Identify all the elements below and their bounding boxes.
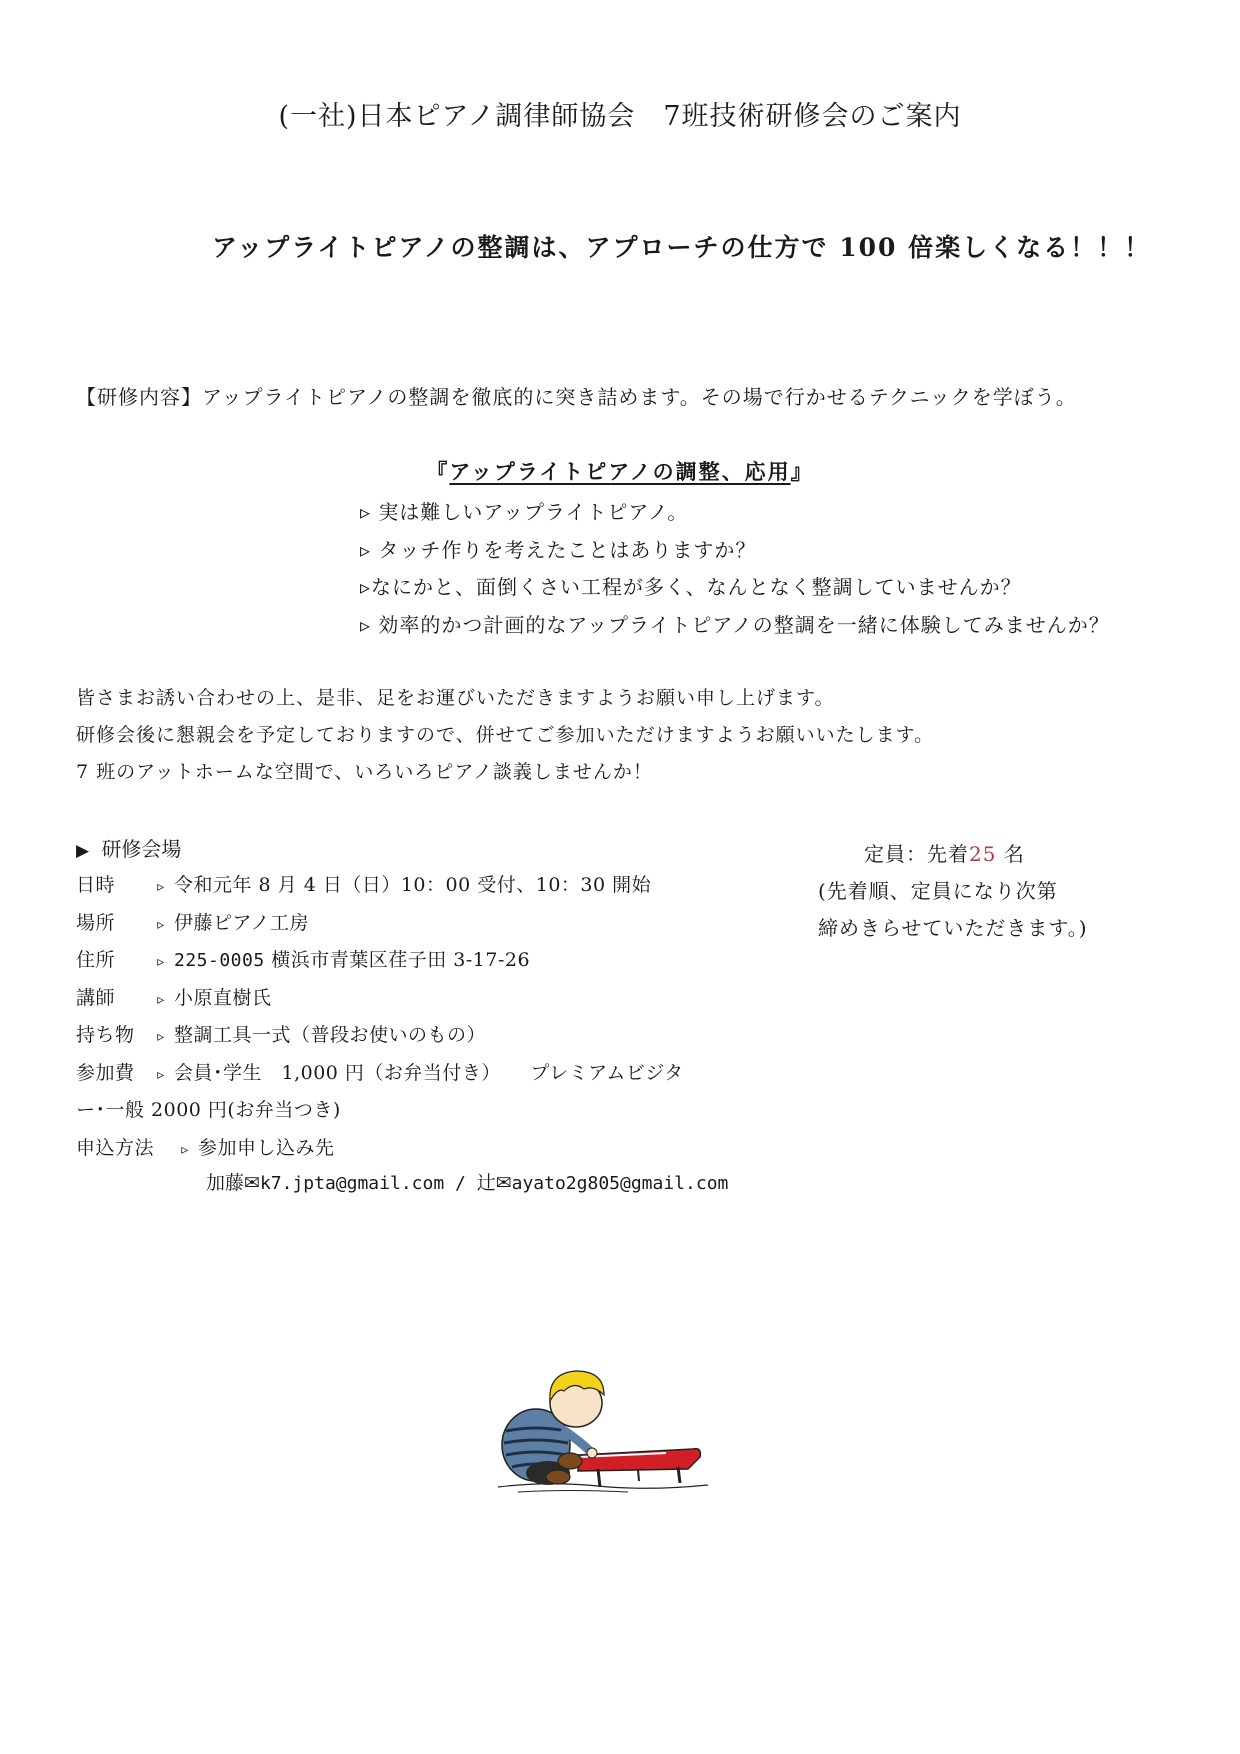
- capacity-note-line: 締めきらせていただきます。): [818, 916, 1088, 940]
- capacity-note: [818, 873, 1088, 947]
- detail-row-lecturer: [76, 980, 684, 1018]
- detail-value: 整調工具一式（普段お使いのもの）: [174, 1024, 487, 1046]
- small-triangle-icon: ▹: [157, 879, 165, 895]
- closing-paragraph: [76, 680, 934, 791]
- subtitle-open-bracket: 『: [426, 459, 450, 484]
- detail-row-datetime: [76, 867, 684, 905]
- event-details: [76, 867, 684, 1167]
- contact-name: 辻: [476, 1172, 496, 1194]
- detail-row-address: [76, 942, 684, 980]
- small-triangle-icon: ▹: [181, 1141, 189, 1158]
- detail-value: 伊藤ピアノ工房: [174, 911, 309, 934]
- detail-label: 参加費: [76, 1061, 135, 1084]
- detail-label: 住所: [76, 949, 116, 971]
- envelope-icon: ✉: [495, 1172, 512, 1194]
- small-triangle-icon: ▹: [157, 1029, 165, 1045]
- detail-value: 会員･学生 1,000 円（お弁当付き） プレミアムビジタ: [174, 1061, 684, 1084]
- envelope-icon: ✉: [244, 1172, 260, 1194]
- piano-boy-illustration: [488, 1365, 718, 1495]
- contact-emails: [206, 1168, 728, 1195]
- detail-row-fee-cont: [76, 1092, 684, 1130]
- small-triangle-icon: ▹: [157, 991, 165, 1008]
- triangle-right-icon: ▶: [76, 841, 90, 861]
- small-triangle-icon: ▹: [157, 916, 165, 933]
- closing-line: 皆さまお誘い合わせの上、是非、足をお運びいただきますようお願い申し上げます。: [76, 687, 835, 709]
- page-title: (一社)日本ピアノ調律師協会 7班技術研修会のご案内: [278, 101, 962, 132]
- contact-separator: /: [444, 1173, 477, 1194]
- capacity-note-line: (先着順、定員になり次第: [818, 879, 1058, 903]
- detail-row-fee: [76, 1055, 684, 1093]
- postal-code: 225-0005: [174, 950, 265, 971]
- list-item: ▹なにかと、面倒くさい工程が多く、なんとなく整調していませんか？: [360, 575, 1022, 599]
- capacity: [864, 838, 1025, 867]
- venue-heading: [76, 833, 181, 862]
- headline: アップライトピアノの整調は、アプローチの仕方で 100 倍楽しくなる！！！: [212, 233, 1152, 262]
- training-content-text: アップライトピアノの整調を徹底的に突き詰めます。その場で行かせるテクニックを学ぼう。: [202, 385, 1077, 409]
- capacity-unit: 名: [1003, 842, 1025, 866]
- bullet-list: [360, 494, 1110, 644]
- detail-row-apply: [76, 1130, 684, 1168]
- email-link[interactable]: k7.jpta@gmail.com: [259, 1173, 445, 1194]
- closing-line: 研修会後に懇親会を予定しておりますので、併せてご参加いただけますようお願いいたします。: [76, 724, 935, 746]
- subtitle-close-bracket: 』: [790, 459, 814, 484]
- detail-label: 場所: [76, 911, 116, 934]
- contact-name: 加藤: [206, 1172, 245, 1194]
- detail-label: 持ち物: [76, 1024, 135, 1046]
- list-item: ▹ 実は難しいアップライトピアノ。: [360, 500, 689, 524]
- detail-label: 申込方法: [76, 1136, 155, 1159]
- email-link[interactable]: ayato2g805@gmail.com: [511, 1173, 729, 1194]
- list-item: ▹ タッチ作りを考えたことはありますか？: [360, 537, 757, 562]
- detail-row-place: [76, 905, 684, 943]
- training-content: [76, 381, 1077, 410]
- detail-value: ー･一般 2000 円(お弁当つき): [76, 1099, 341, 1121]
- small-triangle-icon: ▹: [157, 954, 165, 970]
- small-triangle-icon: ▹: [157, 1066, 165, 1083]
- detail-label: 講師: [76, 986, 116, 1009]
- capacity-label: 定員：先着: [864, 842, 969, 866]
- detail-value: 小原直樹氏: [174, 986, 272, 1009]
- detail-label: 日時: [76, 874, 116, 896]
- venue-heading-text: 研修会場: [101, 837, 182, 861]
- detail-value: 令和元年 8 月 4 日（日）10：00 受付、10：30 開始: [174, 874, 652, 896]
- list-item: ▹ 効率的かつ計画的なアップライトピアノの整調を一緒に体験してみませんか？: [360, 612, 1110, 637]
- subtitle: [0, 456, 1240, 486]
- capacity-number: 25: [969, 842, 997, 866]
- subtitle-text: アップライトピアノの調整、応用: [449, 459, 791, 484]
- closing-line: 7 班のアットホームな空間で、いろいろピアノ談義しませんか！: [76, 761, 653, 783]
- detail-row-items: [76, 1017, 684, 1055]
- detail-value: 参加申し込み先: [198, 1136, 335, 1159]
- training-content-label: 【研修内容】: [76, 385, 202, 409]
- detail-value: 横浜市青葉区荏子田 3-17-26: [271, 949, 531, 971]
